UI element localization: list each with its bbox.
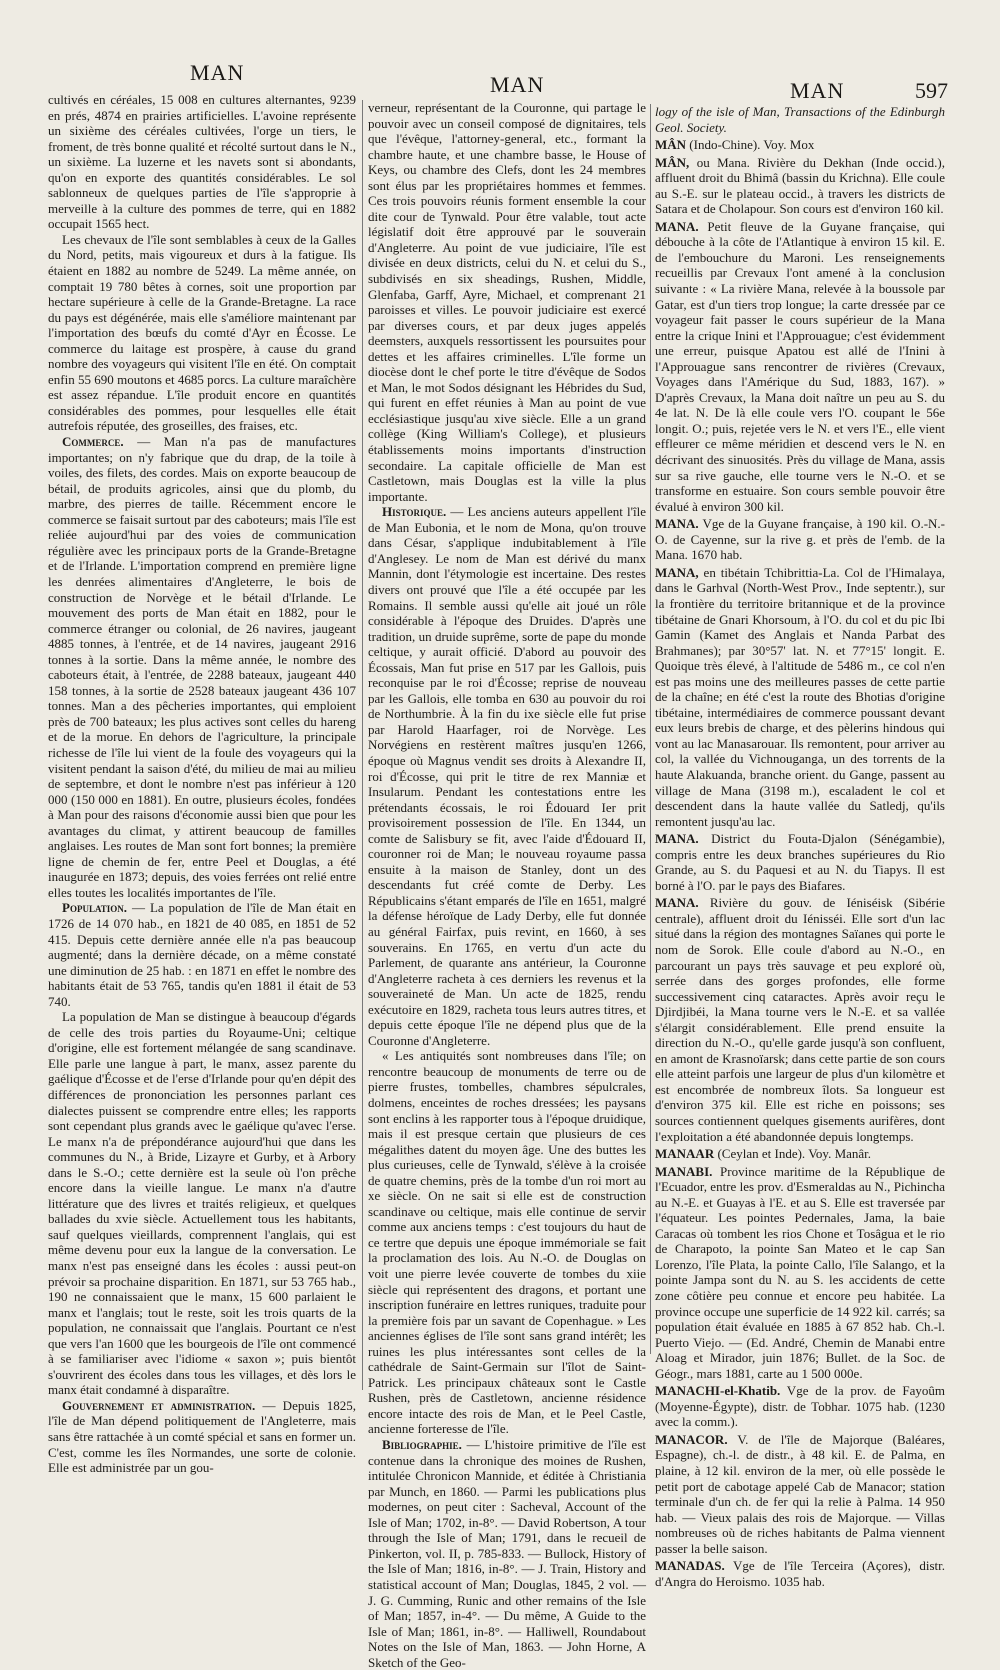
- paragraph-government-cont: verneur, représentant de la Couronne, qui partage le pouvoir avec un conseil composé de dignitaires, tels que l'évêque, l'attorney-general, etc., formant la chambre haute, et une chambre basse, le House of Keys, ou chambre des Clefs, dont les 24 membres sont élus par les propriétaires hommes et femmes. Ces trois pouvoirs réunis forment ensemble la cour dite cour de Tynwald. Pour être valable, tout acte législatif doit être approuvé par le souverain d'Angleterre. Au point de vue judiciaire, l'île est divisée en deux districts, celui du N. et celui du S., subdivisés en six sheadings, Rushen, Middle, Glenfaba, Garff, Ayre, Michael, et comprenant 21 paroisses et villes. Le pouvoir judiciaire est exercé par diverses cours, et par deux juges appelés deemsters, auxquels ressortissent les poursuites pour dettes et les affaires criminelles. L'île forme un diocèse dont le chef porte le titre d'évêque de Sodos et Man, le mot Sodos désignant les Hébrides du Sud, qui furent en effet réunies à Man au point de vue ecclésiastique jusqu'au xive siècle. Elle a un grand collège (King William's College), et plusieurs établissements moins importants d'instruction secondaire. La capitale officielle de Man est Castletown, mais Douglas est la ville la plus importante.: [368, 100, 646, 504]
- entry-text: V. de l'île de Majorque (Baléares, Espagne), ch.-l. de distr., à 48 kil. E. de Palma, en plaine, à 12 kil. environ de la mer, où elle possède le petit port de cabotage appelé Cab de Manacor; station terminale d'un ch. de fer qui la relie à Palma. 14 950 hab. — Vieux palais des rois de Majorque. — Villas nombreuses où de riches habitants de Palma viennent passer la belle saison.: [655, 1431, 945, 1556]
- entry-head: MANA.: [655, 218, 699, 234]
- section-text: — La population de l'île de Man était en 1726 de 14 070 hab., en 1821 de 40 085, en 1851 de 52 415. Depuis cette dernière année elle n'a pas beaucoup augmenté; dans la dernière décade, on a même constaté une diminution de 25 hab. : en 1871 en effet le nombre des habitants était de 53 765, tandis qu'en 1881 il était de 53 740.: [48, 900, 356, 1009]
- section-bibliography: [368, 1437, 646, 1670]
- entry-head: MANABI.: [655, 1163, 713, 1179]
- section-text: — L'histoire primitive de l'île est contenue dans la chronique des moines de Rushen, intitulée Chronicon Mannide, et éditée à Christiania par Munch, en 1860. — Parmi les publications plus modernes, on peut citer : Sacheval, Account of the Isle of Man; 1702, in-8°. — David Robertson, A tour through the Isle of Man; 1791, dans le recueil de Pinkerton, vol. II, p. 785-833. — Bullock, History of the Isle of Man; 1816, in-8°. — J. Train, History and statistical account of Man; Douglas, 1845, 2 vol. — J. G. Cumming, Runic and other remains of the Isle of Man; 1857, in-4°. — Du même, A Guide to the Isle of Man; 1861, in-8°. — Halliwell, Roundabout Notes on the Isle of Man, 1863. — John Horne, A Sketch of the Geo-: [368, 1437, 646, 1670]
- entry-mana-district: [655, 831, 945, 893]
- entry-mana-river-guyane: [655, 219, 945, 514]
- entry-mana-village: [655, 516, 945, 563]
- section-history: [368, 504, 646, 1048]
- section-commerce: [48, 434, 356, 900]
- entry-text: en tibétain Tchibrittia-La. Col de l'Himalaya, dans le Garhval (North-West Prov., Inde septentr.), sur la frontière du territoire britannique et de la province tibétaine de Gnari Khorsoum, à l'O. du col et du pic Ibi Gamin (Kamet des Anglais et Nanda Parbat des Brahmanes); par 30°57' lat. N. et 77°15' longit. E. Quoique très élevé, à l'altitude de 5486 m., ce col n'en est pas moins une des meilleures passes de cette partie de la chaîne; en été c'est la route des Bhotias d'origine tibétaine, intermédiaires de commerce poussant devant eux leurs brebis de charge, et des pèlerins hindous qui vont au lac Manasarouar. Ils remontent, pour arriver au col, la vallée du Vichnouganga, un des torrents de la haute Alakuanda, branche orient. du Gange, passent au village de Mana (3198 m.), escaladent le col et descendent dans la haute vallée du Satledj, qu'ils remontent jusqu'au lac.: [655, 564, 945, 829]
- running-head-center: MAN: [490, 72, 545, 97]
- entry-text: (Ceylan et Inde). Voy. Manâr.: [714, 1146, 872, 1162]
- paragraph-agriculture: cultivés en céréales, 15 008 en cultures alternantes, 9239 en prés, 4874 en prairies artificielles. L'avoine représente un sixième des céréales cultivées, l'orge un tiers, le froment, de très bonne qualité et récolté surtout dans le N., un sixième. La luzerne et les navets sont si abondants, qu'on en exporte des quantités considérables. Le sol sablonneux de quelques parties de l'île s'approprie à merveille à la culture des pommes de terre, qui en 1882 occupait 1565 hect.: [48, 92, 356, 232]
- entry-head: MÂN: [655, 137, 687, 153]
- running-head-left: MAN: [190, 60, 245, 85]
- entry-head: MANA,: [655, 564, 699, 580]
- column-1: [48, 92, 356, 1476]
- paragraph-livestock: Les chevaux de l'île sont semblables à ceux de la Galles du Nord, petits, mais vigoureux et durs à la fatigue. Ils étaient en 1882 au nombre de 5249. La même année, on comptait 19 780 bêtes à cornes, soit une proportion par hectare supérieure à celle de la Grande-Bretagne. La race du pays est dégénérée, mais elle s'améliore maintenant par l'importation des bœufs du comté d'Ayr en Écosse. Le commerce du laitage est prospère, à cause du grand nombre des voyageurs qui visitent l'île en été. On comptait enfin 55 690 moutons et 4685 porcs. La culture maraîchère est assez répandue. L'île produit encore en quantités considérables des pommes, pour lesquelles elle était autrefois réputée, des groseilles, des fraises, etc.: [48, 231, 356, 434]
- entry-head: MÂN,: [655, 154, 690, 170]
- entry-mana-siberia: [655, 895, 945, 1144]
- entry-text: District du Fouta-Djalon (Sénégambie), compris entre les deux branches supérieures du Rio Grande, au S. du Paquesi et au N. du Tiapys. Il est borné à l'O. par le pays des Biafares.: [655, 831, 945, 893]
- entry-manadas: [655, 1558, 945, 1589]
- entry-head: MANACOR.: [655, 1431, 728, 1447]
- entry-manabi: [655, 1164, 945, 1382]
- entry-head: MANAAR: [655, 1146, 715, 1162]
- column-3: [655, 104, 945, 1589]
- entry-manaar: [655, 1146, 945, 1162]
- entry-head: MANACHI-el-Khatib.: [655, 1383, 781, 1399]
- entry-man-indochine: [655, 137, 945, 153]
- entry-text: ou Mana. Rivière du Dekhan (Inde occid.), affluent droit du Bhimâ (bassin du Krichna). Elle coule au S.-E. sur le plateau occid., à travers les districts de Satara et de Cholapour. Son cours est d'environ 160 kil.: [655, 154, 945, 217]
- section-government: [48, 1398, 356, 1476]
- column-rule-2: [650, 104, 651, 1354]
- entry-head: MANA.: [655, 895, 699, 911]
- entry-text: Vge de la Guyane française, à 190 kil. O.-N.-O. de Cayenne, sur la rive g. et près de l'emb. de la Mana. 1670 hab.: [655, 516, 945, 563]
- running-head-right: MAN: [790, 78, 845, 103]
- entry-text: (Indo-Chine). Voy. Mox: [686, 137, 815, 153]
- page-number: 597: [915, 78, 948, 103]
- entry-head: MANA.: [655, 516, 699, 532]
- entry-manacor: [655, 1432, 945, 1556]
- section-text: — Les anciens auteurs appellent l'île de Man Eubonia, et le nom de Mona, qu'on trouve dans César, s'applique indubitablement à l'île d'Anglesey. Le nom de Man est dérivé du manx Mannin, dont l'étymologie est incertaine. Des restes divers ont prouvé que l'île a été occupée par les Romains. Il semble aussi qu'elle ait joué un rôle considérable à l'époque des Druides. D'après une tradition, un druide suprême, sorte de pape du monde celtique, y aurait officié. D'abord au pouvoir des Écossais, Man fut prise en 517 par les Gallois, puis reconquise par le roi d'Écosse; reprise de nouveau par les Gallois, elle tomba en 630 au pouvoir du roi de Northumbrie. À la fin du ixe siècle elle fut prise par Harold Haarfager, roi de Norvège. Les Norvégiens en restèrent maîtres jusqu'en 1266, époque où Magnus vendit ses droits à Alexandre II, roi d'Écosse, qui prit le titre de rex Manniæ et Insularum. Pendant les contestations entre les prétendants écossais, le roi Édouard Ier prit provisoirement possession de l'île. En 1344, un comte de Salisbury se fit, avec l'aide d'Édouard II, couronner roi de Man; le nouveau royaume passa ensuite à la maison de Stanley, dont un des descendants fut créé comte de Derby. Les Républicains s'étant emparés de l'île en 1651, malgré la défense héroïque de Lady Derby, elle fut donnée au général Fairfax, puis revint, en 1660, à ses souverains. En 1765, en vertu d'un acte du Parlement, de quarante ans antérieur, la Couronne d'Angleterre racheta à ces derniers les revenus et la souveraineté de Man. Un acte de 1825, rendu exécutoire en 1829, racheta tous leurs autres titres, et depuis cette époque l'île ne dépend plus que de la Couronne d'Angleterre.: [368, 504, 646, 1048]
- entry-man-river: [655, 155, 945, 217]
- entry-text: Vge de la prov. de Fayoûm (Moyenne-Égypte), distr. de Tobhar. 1075 hab. (1230 avec la comm.).: [655, 1383, 945, 1430]
- column-2: [368, 100, 646, 1670]
- entry-head: MANADAS.: [655, 1558, 725, 1574]
- column-rule-1: [362, 100, 363, 1390]
- entry-head: MANA.: [655, 831, 699, 847]
- paragraph-language: La population de Man se distingue à beaucoup d'égards de celle des trois parties du Royaume-Uni; celtique d'origine, elle est fortement mélangée de sang scandinave. Elle parle une langue à part, le manx, assez parente du gaélique d'Écosse et de l'erse d'Irlande pour qu'en dépit des différences de prononciation les personnes parlant ces dialectes puissent se comprendre entre elles; les rapports sont cependant plus grands avec le gaélique qu'avec l'erse. Le manx n'a de prépondérance aujourd'hui que dans les communes du N., à Bride, Lizayre et Gurby, et à Arbory dans le S.-O.; cette dernière est la seule où l'on prêche encore dans la vieille langue. Le manx n'a d'autre littérature que des livres et traités religieux, et quelques ballades du xvie siècle. Actuellement tous les habitants, sauf quelques vieillards, comprennent l'anglais, qui est même devenu pour eux la langue de la conversation. Le manx n'est pas enseigné dans les écoles : aussi peut-on prévoir sa prochaine disparition. En 1871, sur 53 765 hab., 190 ne connaissaient que le manx, 15 600 parlaient le manx et l'anglais; tout le reste, soit les trois quarts de la population, ne connaissait que l'anglais. Pourtant ce n'est que vers l'an 1600 que les bourgeois de l'île ont commencé à se familiariser avec l'idiome « saxon »; puis bientôt s'ouvrirent des écoles dans tous les villages, et dès lors le manx était condamné à disparaître.: [48, 1009, 356, 1398]
- section-heading: Commerce.: [62, 434, 124, 450]
- bibliography-cont: logy of the isle of Man, Transactions of the Edinburgh Geol. Society.: [655, 104, 945, 135]
- entry-text: Rivière du gouv. de Iéniséisk (Sibérie centrale), affluent droit du Iénisséi. Elle sort d'un lac situé dans la région des montagnes Saïanes qui porte le nom de Sorok. Elle coule d'abord au N.-O., en parcourant un pays très sauvage et peu exploré où, serrée dans des gorges profondes, elle forme successivement cinq cataractes. Après avoir reçu le Djirdjibéi, la Mana tourne vers le N.-E. et sa vallée s'élargit considérablement. Elle prend ensuite la direction du N.-O., qu'elle garde jusqu'à son confluent, en amont de Krasnoïarsk; dans cette partie de son cours elle atteint parfois une largeur de plus d'un kilomètre et est encombrée de nombreux îlots. Sa longueur est d'environ 375 kil. Elle est riche en poissons; ses sources contiennent quelques gisements aurifères, dont l'exploitation a été abandonnée depuis longtemps.: [655, 895, 945, 1144]
- section-population: [48, 900, 356, 1009]
- section-heading: Bibliographie.: [382, 1437, 462, 1453]
- entry-mana-pass: [655, 565, 945, 829]
- section-heading: Gouvernement et administration.: [62, 1397, 256, 1413]
- section-heading: Population.: [62, 900, 128, 916]
- section-text: — Depuis 1825, l'île de Man dépend politiquement de l'Angleterre, mais sans être rattachée à un comté spécial et sans en former un. C'est, comme les îles Normandes, une sorte de colonie. Elle est administrée par un gou-: [48, 1397, 356, 1476]
- section-heading: Historique.: [382, 504, 447, 520]
- entry-text: Vge de l'île Terceira (Açores), distr. d'Angra do Heroismo. 1035 hab.: [655, 1558, 945, 1589]
- entry-text: Petit fleuve de la Guyane française, qui débouche à la côte de l'Atlantique à environ 15 kil. E. de l'embouchure du Maroni. Les renseignements recueillis par Crevaux l'ont amené à la conclusion suivante : « La rivière Mana, relevée à la boussole par Gatar, est d'un tiers trop longue; la carte dressée par ce voyageur fait passer le cours supérieur de la Mana entre la crique Inini et l'Approuague; c'est évidemment une erreur, puisque Apatou est allé de l'Inini à l'Approuague sans rencontrer de rivières (Crevaux, Voyages dans l'Amérique du Sud, 1883, 167). » D'après Crevaux, la Mana doit naître un peu au S. du 4e lat. N. De là elle coule vers l'O. coupant le 56e longit. O.; puis, rejetée vers le N. et vers l'E., elle vient effleurer ce même méridien et descend vers le N. en décrivant des sinuosités. Près du village de Mana, assis sur sa rive gauche, elle tourne vers le N.-O. et se transforme en estuaire. Son cours semble pouvoir être évalué à environ 300 kil.: [655, 218, 945, 514]
- paragraph-antiquities: « Les antiquités sont nombreuses dans l'île; on rencontre beaucoup de monuments de terre ou de pierre frustes, tombelles, chambres sépulcrales, dolmens, enceintes de roches dressées; les paysans sont enclins à les rapporter tous à l'époque druidique, mais il est presque certain que plusieurs de ces mégalithes datent du moyen âge. Une des buttes les plus curieuses, celle de Tynwald, s'élève à la croisée de quatre chemins, près de la tombe d'un roi mort au xe siècle. On ne sait si elle est de construction scandinave ou celtique, mais elle continue de servir comme aux anciens temps : c'est toujours du haut de ce tertre que depuis une époque immémoriale se fait la proclamation des lois. Au N.-O. de Douglas on voit une pierre levée couverte de tombes du xiie siècle qui représentent des dragons, et portant une inscription funéraire en lettres runiques, traduite pour la première fois par un savant de Copenhague. » Les anciennes églises de l'île sont sans grand intérêt; les ruines les plus intéressantes sont celles de la cathédrale de Saint-Germain sur l'îlot de Saint-Patrick. Les principaux châteaux sont le Castle Rushen, près de Castletown, ancienne résidence encore intacte des rois de Man, et le Peel Castle, ancienne forteresse de l'île.: [368, 1048, 646, 1437]
- section-text: — Man n'a pas de manufactures importantes; on n'y fabrique que du drap, de la toile à voiles, des filets, des cordes. Mais on exporte beaucoup de bétail, de produits agricoles, ainsi que du plomb, du marbre, des pierres de taille. Récemment encore le commerce se faisait surtout par des caboteurs; mais l'île est reliée aujourd'hui par des voies de communication régulière avec les principaux ports de la Grande-Bretagne et de l'Irlande. L'importation comprend en première ligne les denrées alimentaires d'Angleterre, le bois de construction de Norvège et le bétail d'Irlande. Le mouvement des ports de Man était en 1882, pour le commerce étranger ou colonial, de 26 navires, jaugeant 4885 tonnes, à l'entrée, et de 14 navires, jaugeant 2916 tonnes à la sortie. Dans la même année, le nombre des caboteurs était, à l'entrée, de 2288 bateaux, jaugeant 440 158 tonnes, à la sortie de 2528 bateaux jaugeant 436 107 tonnes. Man a des pêcheries importantes, qui emploient près de 700 bateaux; les plus actives sont celles du hareng et de la morue. En dehors de l'agriculture, la principale richesse de l'île lui vient de la foule des voyageurs qui la visitent pendant la saison d'été, du milieu de mai au milieu de septembre, et dont le nombre n'est pas inférieur à 120 000 (150 000 en 1881). En outre, plusieurs écoles, fondées à Man pour des raisons d'économie aussi bien que pour les avantages du climat, y attirent beaucoup de familles anglaises. Les routes de Man sont fort bonnes; la première ligne de chemin de fer, entre Peel et Douglas, a été inaugurée en 1873; depuis, des voies ferrées ont relié entre elles toutes les localités importantes de l'île.: [48, 434, 356, 900]
- entry-text: Province maritime de la République de l'Ecuador, entre les prov. d'Esmeraldas au N., Pichincha au N.-E. et Guayas à l'E. et au S. Elle est traversée par l'équateur. Les pointes Pedernales, Jama, la baie Caracas où tombent les rios Chone et Tosâgua et le rio de Charapoto, la pointe San Mateo et le cap San Lorenzo, l'île Plata, la pointe Callo, l'île Salango, et la pointe Jampa sont du N. au S. les accidents de cette zone côtière peu connue et encore peu habitée. La province occupe une superficie de 14 922 kil. carrés; sa population était évaluée en 1885 à 67 852 hab. Ch.-l. Puerto Viejo. — (Ed. André, Chemin de Manabi entre Aloag et Mirador, juin 1876; Bullet. de la Soc. de Géogr., mars 1881, carte au 1 500 000e.: [655, 1163, 945, 1381]
- entry-manachi: [655, 1383, 945, 1430]
